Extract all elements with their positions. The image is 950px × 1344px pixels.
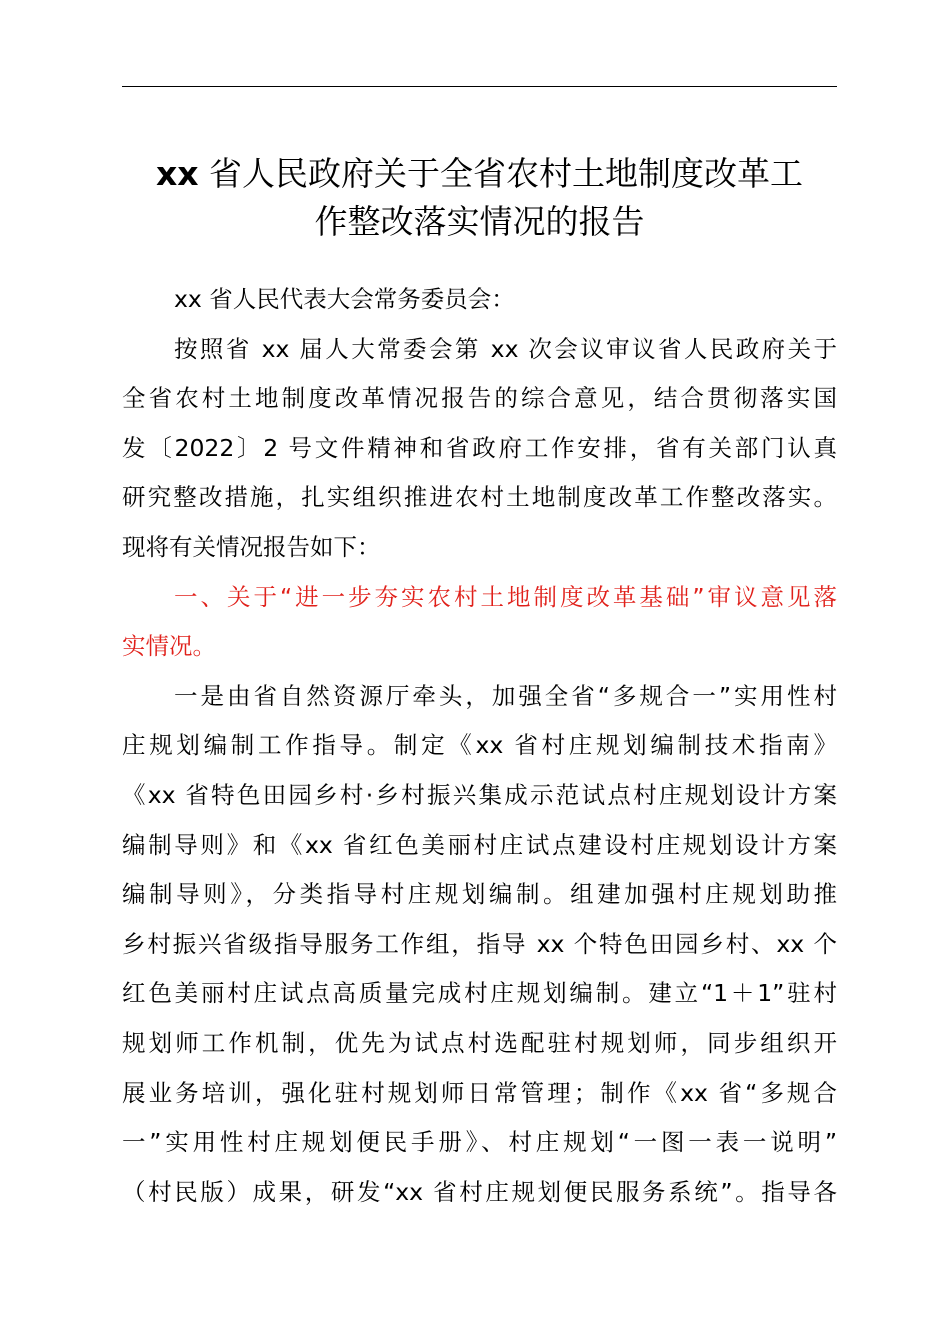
paragraph-line: 编制导则》和《xx 省红色美丽村庄试点建设村庄规划设计方案 <box>122 830 837 859</box>
paragraph-line: 规划师工作机制，优先为试点村选配驻村规划师，同步组织开 <box>122 1028 837 1057</box>
document-title <box>122 150 837 246</box>
paragraph-line: 展业务培训，强化驻村规划师日常管理；制作《xx 省“多规合 <box>122 1078 837 1107</box>
header-rule <box>122 86 837 87</box>
paragraph-line: 按照省 xx 届人大常委会第 xx 次会议审议省人民政府关于 <box>174 334 837 363</box>
paragraph-line: （村民版）成果，研发“xx 省村庄规划便民服务系统”。指导各 <box>122 1177 837 1206</box>
paragraph-line: 庄规划编制工作指导。制定《xx 省村庄规划编制技术指南》 <box>122 731 837 760</box>
title-line-1 <box>122 150 837 198</box>
document-body <box>122 275 837 1217</box>
paragraph-line: 研究整改措施，扎实组织推进农村土地制度改革工作整改落实。 <box>122 483 837 512</box>
salutation: xx 省人民代表大会常务委员会： <box>174 285 515 313</box>
body-lines <box>122 325 837 1218</box>
paragraph-line: 全省农村土地制度改革情况报告的综合意见，结合贯彻落实国 <box>122 384 837 413</box>
paragraph-line: 编制导则》，分类指导村庄规划编制。组建加强村庄规划助推 <box>122 880 837 909</box>
title-prefix: xx <box>155 154 199 193</box>
paragraph-line: 发〔2022〕2 号文件精神和省政府工作安排，省有关部门认真 <box>122 433 837 462</box>
title-line-1-rest: 省人民政府关于全省农村土地制度改革工 <box>209 154 804 193</box>
title-line-2: 作整改落实情况的报告 <box>314 202 645 241</box>
paragraph-line: 一是由省自然资源厅牵头，加强全省“多规合一”实用性村 <box>174 681 837 710</box>
paragraph-line: 现将有关情况报告如下： <box>122 532 381 561</box>
paragraph-line: 《xx 省特色田园乡村·乡村振兴集成示范试点村庄规划设计方案 <box>122 780 837 809</box>
paragraph-line: 一”实用性村庄规划便民手册》、村庄规划“一图一表一说明” <box>122 1128 837 1157</box>
section-heading-line: 实情况。 <box>122 632 216 661</box>
paragraph-line: 乡村振兴省级指导服务工作组，指导 xx 个特色田园乡村、xx 个 <box>122 929 837 958</box>
section-heading-line: 一、关于“进一步夯实农村土地制度改革基础”审议意见落 <box>174 582 837 611</box>
paragraph-line: 红色美丽村庄试点高质量完成村庄规划编制。建立“1＋1”驻村 <box>122 979 837 1008</box>
